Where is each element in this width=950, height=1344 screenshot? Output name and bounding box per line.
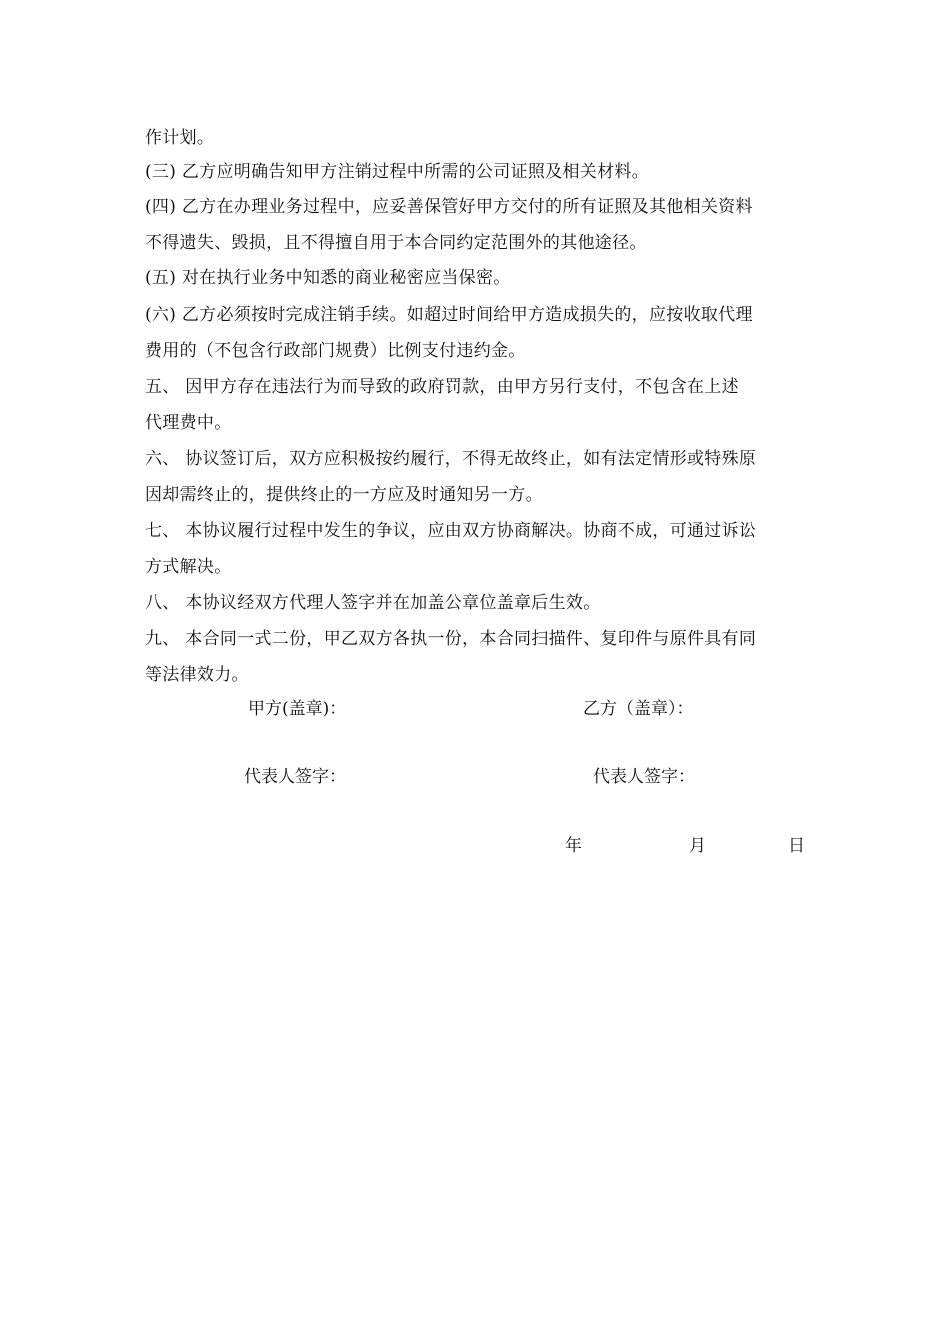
body-line: (五) 对在执行业务中知悉的商业秘密应当保密。 (145, 268, 511, 288)
party-b-rep-signature-label: 代表人签字： (593, 767, 695, 787)
date-day-label: 日 (788, 836, 805, 856)
date-month-label: 月 (689, 836, 706, 856)
body-line: 九、 本合同一式二份，甲乙双方各执一份，本合同扫描件、复印件与原件具有同 (145, 629, 757, 649)
party-a-seal-label: 甲方(盖章)： (248, 699, 347, 719)
body-line: 方式解决。 (145, 557, 232, 577)
party-b-seal-label: 乙方（盖章）： (583, 699, 694, 719)
body-line: 八、 本协议经双方代理人签字并在加盖公章位盖章后生效。 (145, 593, 601, 613)
body-line: 七、 本协议履行过程中发生的争议，应由双方协商解决。协商不成，可通过诉讼 (145, 521, 757, 541)
body-line: (四) 乙方在办理业务过程中，应妥善保管好甲方交付的所有证照及其他相关资料 (145, 197, 753, 217)
party-a-rep-signature-label: 代表人签字： (244, 767, 346, 787)
body-line: 等法律效力。 (145, 665, 249, 685)
body-line: 五、 因甲方存在违法行为而导致的政府罚款，由甲方另行支付，不包含在上述 (145, 377, 739, 397)
body-line: (三) 乙方应明确告知甲方注销过程中所需的公司证照及相关材料。 (145, 162, 649, 182)
body-line: 作计划。 (145, 128, 215, 148)
date-year-label: 年 (565, 836, 582, 856)
body-line: 不得遗失、毁损，且不得擅自用于本合同约定范围外的其他途径。 (145, 233, 647, 253)
body-line: (六) 乙方必须按时完成注销手续。如超过时间给甲方造成损失的，应按收取代理 (145, 305, 753, 325)
body-line: 代理费中。 (145, 413, 232, 433)
body-line: 因却需终止的，提供终止的一方应及时通知另一方。 (145, 485, 543, 505)
body-line: 六、 协议签订后，双方应积极按约履行，不得无故终止，如有法定情形或特殊原 (145, 449, 757, 469)
body-line: 费用的（不包含行政部门规费）比例支付违约金。 (145, 341, 526, 361)
